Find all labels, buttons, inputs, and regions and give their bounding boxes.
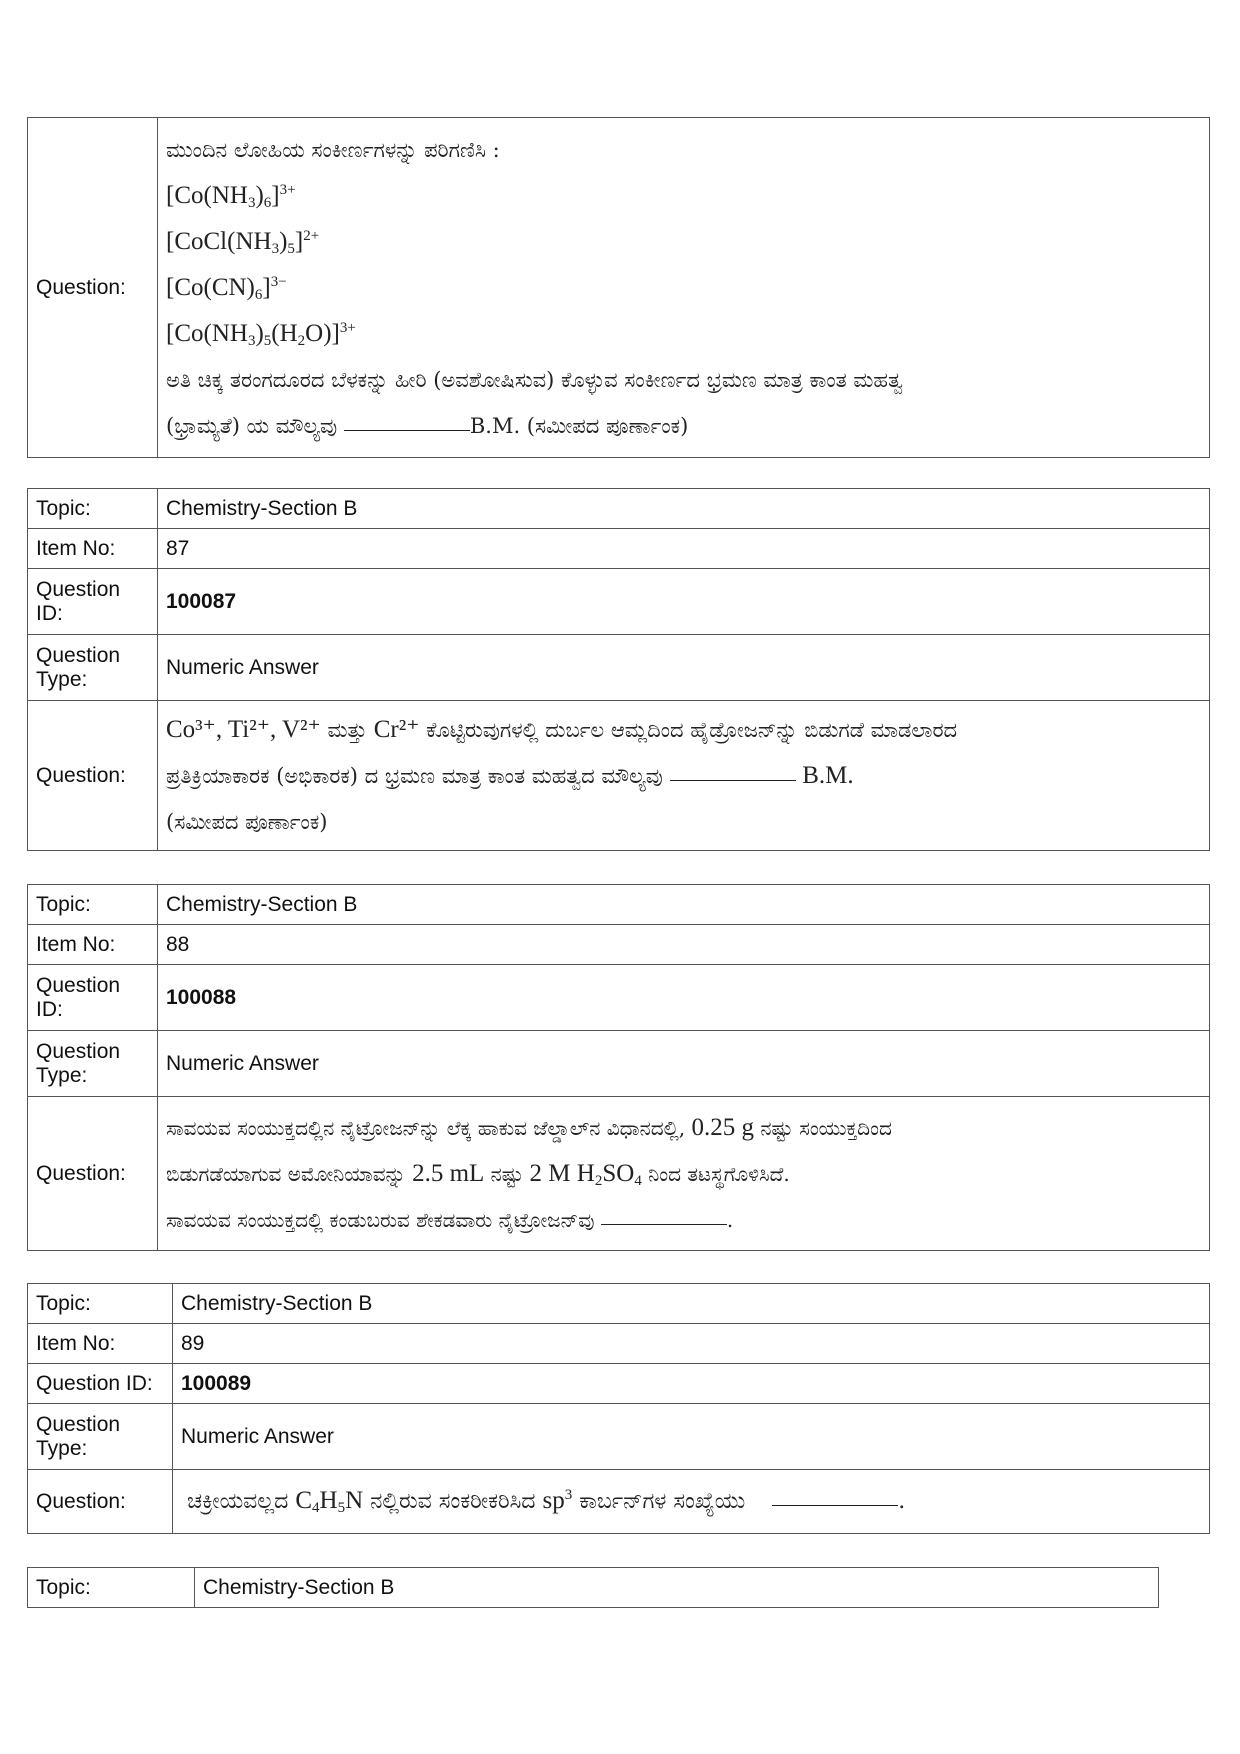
topic-label-cell [28,885,158,925]
question-line-1a: ಚಕ್ರೀಯವಲ್ಲದ [187,1489,289,1514]
question-line-1: ಅತಿ ಚಿಕ್ಕ ತರಂಗದೂರದ ಬೆಳಕನ್ನು ಹೀರಿ (ಅವಶೋಷಿಸುವ) ಕೊಳ್ಳುವ ಸಂಕೀರ್ಣದ ಭ್ರಮಣ ಮಾತ್ರ ಕಾಂತ ಮಹತ್ವ [166,367,903,392]
question-type-value-cell [173,1404,1210,1470]
question-label: Question: [36,275,126,299]
answer-blank [670,778,796,781]
topic-label: Topic: [36,1291,91,1315]
question-type-value-cell [158,1031,1210,1097]
topic-value: Chemistry-Section B [203,1575,395,1599]
topic-label-cell [28,1568,195,1608]
topic-value: Chemistry-Section B [166,496,358,520]
question-label: Question: [36,1489,126,1513]
question-type-label-a: Question [36,643,121,667]
acid-volume: 2.5 mL [412,1159,485,1187]
hybridization: $sp^3$ [542,1487,573,1514]
question-id-label-cell [28,1364,173,1404]
question-label-cell [28,1470,173,1534]
item-no-label-cell [28,925,158,965]
unit-bm: B.M. [802,761,854,789]
question-line-2 [166,1151,1201,1197]
question-line-2 [166,403,1201,449]
question-type-value: Numeric Answer [166,1051,319,1075]
question-type-label-cell [28,1404,173,1470]
answer-blank [344,428,470,431]
complex-3: $[Co(CN)_6]^{3-}$ [166,273,287,303]
topic-value: Chemistry-Section B [166,892,358,916]
question-block-89 [27,1283,1210,1534]
question-line-2a: (ಭ್ರಾಮ್ಯತೆ) ಯ ಮೌಲ್ಯವು [166,413,338,438]
question-line-1a: ಸಾವಯವ ಸಂಯುಕ್ತದಲ್ಲಿನ ನೈಟ್ರೋಜನ್‌ನ್ನು ಲೆಕ್ಕ ಹಾಕುವ ಜೆಲ್ಡಾಲ್‌ನ ವಿಧಾನದಲ್ಲಿ, [166,1115,686,1140]
question-line-2b: ನಷ್ಟು [490,1161,524,1186]
and-word: ಮತ್ತು [327,717,368,742]
question-line-2b: B.M. (ಸಮೀಪದ ಪೂರ್ಣಾಂಕ) [469,413,689,438]
topic-value: Chemistry-Section B [181,1291,373,1315]
question-type-label-cell [28,635,158,701]
question-line-1b: ನಲ್ಲಿರುವ ಸಂಕರೀಕರಿಸಿದ [370,1489,536,1514]
item-no-label-cell [28,1324,173,1364]
question-type-value-cell [158,635,1210,701]
question-line-2 [166,753,1201,799]
question-type-value: Numeric Answer [166,655,319,679]
question-id-label-cell [28,965,158,1031]
topic-label: Topic: [36,496,91,520]
question-line-3: ಸಾವಯವ ಸಂಯುಕ್ತದಲ್ಲಿ ಕಂಡುಬರುವ ಶೇಕಡವಾರು ನೈಟ್ರೋಜನ್‌ವು . [166,1207,734,1232]
question-line-3-text: ಸಾವಯವ ಸಂಯುಕ್ತದಲ್ಲಿ ಕಂಡುಬರುವ ಶೇಕಡವಾರು ನೈಟ್ರೋಜನ್‌ವು [166,1207,595,1232]
molecule-formula: $C_4H_5N$ [295,1487,364,1516]
question-label-cell [28,701,158,851]
topic-value-cell [158,489,1210,529]
item-no-value-cell [158,529,1210,569]
item-no-label: Item No: [36,1331,116,1355]
question-id-label: Question ID: [36,1371,153,1395]
topic-value-cell [158,885,1210,925]
question-type-label-a: Question [36,1412,121,1436]
question-id-value-cell [158,965,1210,1031]
question-type-label-b: Type: [36,667,88,691]
question-line-1 [166,1105,1201,1151]
topic-value-cell [195,1568,1159,1608]
question-type-label-b: Type: [36,1063,88,1087]
question-block-86 [27,117,1210,458]
question-line-2c: ನಿಂದ ತಟಸ್ಥಗೊಳಿಸಿದೆ. [648,1161,790,1186]
complex-1: $[Co(NH_3)_6]^{3+}$ [166,181,296,211]
question-id-label-a: Question [36,577,121,601]
question-type-label-b: Type: [36,1436,88,1460]
question-intro: ಮುಂದಿನ ಲೋಹಿಯ ಸಂಕೀರ್ಣಗಳನ್ನು ಪರಿಗಣಿಸಿ : [166,137,500,162]
complex-2: $[CoCl(NH_3)_5]^{2+}$ [166,227,320,257]
chromium-ion: Cr²⁺ [373,715,420,743]
question-id-value-cell [158,569,1210,635]
question-type-label-cell [28,1031,158,1097]
question-line-1: ಚಕ್ರೀಯವಲ್ಲದ $C_4H_5N$ ನಲ್ಲಿರುವ ಸಂಕರೀಕರಿಸಿದ $sp^3$ ಕಾರ್ಬನ್‌ಗಳ ಸಂಖ್ಯೆಯು . [187,1487,906,1516]
topic-label-cell [28,489,158,529]
question-line-1 [166,707,1201,753]
question-block-87 [27,488,1210,851]
item-no-value-cell [173,1324,1210,1364]
question-id-label-b: ID: [36,997,63,1021]
question-id-label-a: Question [36,973,121,997]
question-text-cell [158,1097,1210,1251]
question-line-1-text: ಕೊಟ್ಟಿರುವುಗಳಲ್ಲಿ ದುರ್ಬಲ ಆಮ್ಲದಿಂದ ಹೈಡ್ರೋಜನ್‌ನ್ನು ಬಿಡುಗಡೆ ಮಾಡಲಾರದ [426,717,958,742]
question-type-value: Numeric Answer [181,1424,334,1448]
item-no-value: 88 [166,932,190,956]
question-text-cell [173,1470,1210,1534]
topic-label-cell [28,1284,173,1324]
question-label-cell [28,1097,158,1251]
answer-blank [772,1503,898,1506]
question-id-value: 100088 [166,985,237,1009]
topic-label: Topic: [36,892,91,916]
ions-list: Co³⁺, Ti²⁺, V²⁺ [166,715,321,743]
question-text-cell [158,701,1210,851]
sample-mass: 0.25 g [691,1113,754,1141]
item-no-label: Item No: [36,536,116,560]
question-type-label-a: Question [36,1039,121,1063]
topic-label: Topic: [36,1575,91,1599]
item-no-label: Item No: [36,932,116,956]
question-label-cell [28,118,158,458]
question-label: Question: [36,763,126,787]
question-block-88 [27,884,1210,1251]
question-line-1c: ಕಾರ್ಬನ್‌ಗಳ ಸಂಖ್ಯೆಯು [579,1489,746,1514]
question-id-label-cell [28,569,158,635]
question-text-cell [158,118,1210,458]
item-no-value-cell [158,925,1210,965]
question-id-value: 100087 [166,589,237,613]
acid-formula: 2 M $H_2SO_4$ [529,1159,642,1189]
answer-blank [601,1222,727,1225]
topic-value-cell [173,1284,1210,1324]
question-label: Question: [36,1161,126,1185]
complex-4: $[Co(NH_3)_5(H_2O)]^{3+}$ [166,319,356,349]
question-line-2a: ಪ್ರತಿಕ್ರಿಯಾಕಾರಕ (ಅಭಿಕಾರಕ) ದ ಭ್ರಮಣ ಮಾತ್ರ ಕಾಂತ ಮಹತ್ವದ ಮೌಲ್ಯವು [166,763,663,788]
question-id-value: 100089 [181,1371,252,1395]
question-line-3: (ಸಮೀಪದ ಪೂರ್ಣಾಂಕ) [166,809,328,834]
question-id-value-cell [173,1364,1210,1404]
item-no-value: 89 [181,1331,205,1355]
item-no-label-cell [28,529,158,569]
question-id-label-b: ID: [36,601,63,625]
question-line-2a: ಬಿಡುಗಡೆಯಾಗುವ ಅಮೋನಿಯಾವನ್ನು [166,1161,406,1186]
question-block-90 [27,1567,1159,1608]
item-no-value: 87 [166,536,190,560]
question-line-1b: ನಷ್ಟು ಸಂಯುಕ್ತದಿಂದ [760,1115,892,1140]
